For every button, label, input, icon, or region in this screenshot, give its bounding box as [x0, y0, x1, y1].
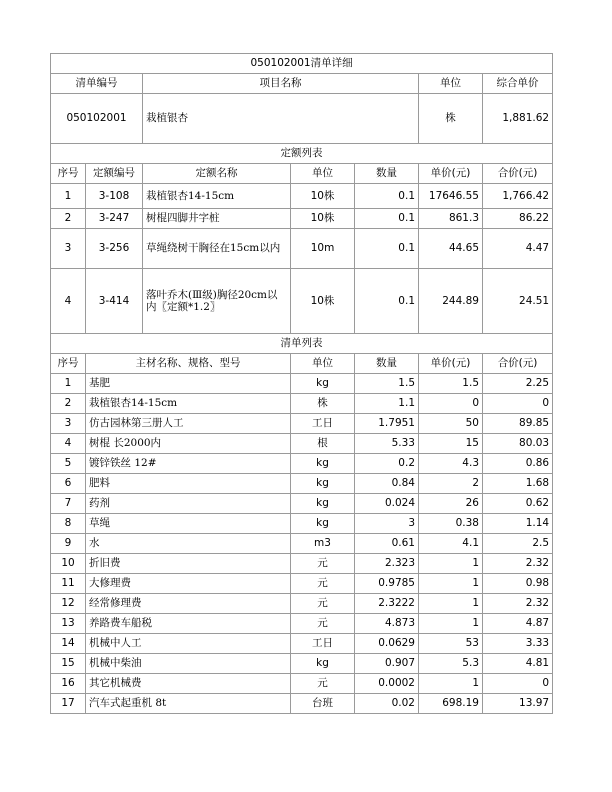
material-total: 2.32	[483, 594, 553, 614]
item-price: 1,881.62	[483, 94, 553, 144]
item-unit-header: 单位	[419, 74, 483, 94]
quota-name-header: 定额名称	[143, 164, 291, 184]
material-unit: 元	[291, 594, 355, 614]
material-price: 50	[419, 414, 483, 434]
material-total: 2.25	[483, 374, 553, 394]
material-qty-header: 数量	[355, 354, 419, 374]
quota-code: 3-247	[86, 209, 143, 229]
quota-total: 86.22	[483, 209, 553, 229]
quota-price: 17646.55	[419, 184, 483, 209]
material-row	[51, 534, 553, 554]
quota-qty: 0.1	[355, 209, 419, 229]
material-price: 0	[419, 394, 483, 414]
material-unit: 元	[291, 614, 355, 634]
material-total: 0.98	[483, 574, 553, 594]
quota-code: 3-414	[86, 269, 143, 334]
quota-row	[51, 229, 553, 269]
material-name: 折旧费	[86, 554, 291, 574]
item-name: 栽植银杏	[143, 94, 419, 144]
material-row	[51, 674, 553, 694]
material-qty: 0.024	[355, 494, 419, 514]
material-seq: 16	[51, 674, 86, 694]
material-unit: m3	[291, 534, 355, 554]
material-qty: 1.7951	[355, 414, 419, 434]
quota-row	[51, 269, 553, 334]
quota-total: 4.47	[483, 229, 553, 269]
material-seq: 4	[51, 434, 86, 454]
material-name: 汽车式起重机 8t	[86, 694, 291, 714]
material-price: 1	[419, 574, 483, 594]
material-price: 1	[419, 554, 483, 574]
material-name: 肥料	[86, 474, 291, 494]
material-price: 5.3	[419, 654, 483, 674]
material-price: 26	[419, 494, 483, 514]
material-total: 1.68	[483, 474, 553, 494]
material-name: 基肥	[86, 374, 291, 394]
quota-unit: 10m	[291, 229, 355, 269]
quota-seq-header: 序号	[51, 164, 86, 184]
material-header-row	[51, 354, 553, 374]
quota-name: 草绳绕树干胸径在15cm以内	[143, 229, 291, 269]
material-qty: 4.873	[355, 614, 419, 634]
quota-name: 落叶乔木(Ⅲ级)胸径20cm以内〖定额*1.2〗	[143, 269, 291, 334]
material-section-title: 清单列表	[51, 334, 553, 354]
material-row	[51, 614, 553, 634]
material-qty: 1.5	[355, 374, 419, 394]
material-qty: 2.323	[355, 554, 419, 574]
quota-unit: 10株	[291, 269, 355, 334]
material-row	[51, 634, 553, 654]
material-price: 4.1	[419, 534, 483, 554]
material-section-row	[51, 334, 553, 354]
material-row	[51, 514, 553, 534]
material-row	[51, 454, 553, 474]
material-unit: kg	[291, 494, 355, 514]
quota-qty: 0.1	[355, 269, 419, 334]
material-unit: kg	[291, 654, 355, 674]
quota-code: 3-108	[86, 184, 143, 209]
quota-unit-header: 单位	[291, 164, 355, 184]
quota-total: 24.51	[483, 269, 553, 334]
material-seq: 10	[51, 554, 86, 574]
material-seq-header: 序号	[51, 354, 86, 374]
quota-code: 3-256	[86, 229, 143, 269]
material-row	[51, 394, 553, 414]
material-unit: 工日	[291, 414, 355, 434]
sheet-title: 050102001清单详细	[51, 54, 553, 74]
material-seq: 2	[51, 394, 86, 414]
material-price: 4.3	[419, 454, 483, 474]
material-unit: 根	[291, 434, 355, 454]
material-seq: 15	[51, 654, 86, 674]
material-total: 0.62	[483, 494, 553, 514]
quota-total-header: 合价(元)	[483, 164, 553, 184]
material-seq: 17	[51, 694, 86, 714]
quota-total: 1,766.42	[483, 184, 553, 209]
material-name: 栽植银杏14-15cm	[86, 394, 291, 414]
material-qty: 2.3222	[355, 594, 419, 614]
item-price-header: 综合单价	[483, 74, 553, 94]
material-seq: 7	[51, 494, 86, 514]
material-qty: 0.2	[355, 454, 419, 474]
material-name: 其它机械费	[86, 674, 291, 694]
material-qty: 5.33	[355, 434, 419, 454]
material-name: 树棍 长2000内	[86, 434, 291, 454]
quota-name: 树棍四脚井字桩	[143, 209, 291, 229]
material-row	[51, 554, 553, 574]
quota-seq: 3	[51, 229, 86, 269]
quota-price: 44.65	[419, 229, 483, 269]
material-unit: 元	[291, 674, 355, 694]
quota-price: 244.89	[419, 269, 483, 334]
material-seq: 9	[51, 534, 86, 554]
quota-seq: 2	[51, 209, 86, 229]
quota-row	[51, 184, 553, 209]
material-price: 15	[419, 434, 483, 454]
material-total: 4.87	[483, 614, 553, 634]
material-total: 0.86	[483, 454, 553, 474]
material-total: 2.5	[483, 534, 553, 554]
title-row	[51, 54, 553, 74]
material-total: 2.32	[483, 554, 553, 574]
material-total: 3.33	[483, 634, 553, 654]
quota-seq: 4	[51, 269, 86, 334]
material-seq: 11	[51, 574, 86, 594]
quota-qty: 0.1	[355, 229, 419, 269]
material-unit: kg	[291, 474, 355, 494]
material-price: 53	[419, 634, 483, 654]
quota-header-row	[51, 164, 553, 184]
material-row	[51, 574, 553, 594]
material-unit: 元	[291, 574, 355, 594]
material-name: 仿古园林第三册人工	[86, 414, 291, 434]
material-unit: 工日	[291, 634, 355, 654]
bill-detail-table	[50, 53, 553, 714]
material-total: 89.85	[483, 414, 553, 434]
material-qty: 3	[355, 514, 419, 534]
material-price: 1	[419, 674, 483, 694]
quota-section-title: 定额列表	[51, 144, 553, 164]
material-qty: 0.02	[355, 694, 419, 714]
material-qty: 0.9785	[355, 574, 419, 594]
material-price: 698.19	[419, 694, 483, 714]
material-total: 1.14	[483, 514, 553, 534]
material-qty: 0.0002	[355, 674, 419, 694]
quota-seq: 1	[51, 184, 86, 209]
material-row	[51, 434, 553, 454]
material-name: 草绳	[86, 514, 291, 534]
material-price-header: 单价(元)	[419, 354, 483, 374]
material-seq: 13	[51, 614, 86, 634]
material-price: 2	[419, 474, 483, 494]
material-total: 0	[483, 674, 553, 694]
material-seq: 8	[51, 514, 86, 534]
item-row	[51, 94, 553, 144]
material-row	[51, 414, 553, 434]
material-unit: 元	[291, 554, 355, 574]
material-seq: 12	[51, 594, 86, 614]
material-name: 机械中人工	[86, 634, 291, 654]
material-price: 1	[419, 614, 483, 634]
material-unit: 台班	[291, 694, 355, 714]
item-header-row	[51, 74, 553, 94]
material-price: 1.5	[419, 374, 483, 394]
material-unit: kg	[291, 514, 355, 534]
quota-name: 栽植银杏14-15cm	[143, 184, 291, 209]
material-qty: 0.61	[355, 534, 419, 554]
quota-qty-header: 数量	[355, 164, 419, 184]
material-total: 80.03	[483, 434, 553, 454]
material-name: 经常修理费	[86, 594, 291, 614]
quota-price: 861.3	[419, 209, 483, 229]
material-price: 0.38	[419, 514, 483, 534]
material-qty: 1.1	[355, 394, 419, 414]
quota-price-header: 单价(元)	[419, 164, 483, 184]
item-name-header: 项目名称	[143, 74, 419, 94]
material-row	[51, 654, 553, 674]
item-code: 050102001	[51, 94, 143, 144]
material-seq: 1	[51, 374, 86, 394]
material-price: 1	[419, 594, 483, 614]
material-total: 4.81	[483, 654, 553, 674]
quota-qty: 0.1	[355, 184, 419, 209]
material-total: 0	[483, 394, 553, 414]
material-unit: kg	[291, 374, 355, 394]
quota-code-header: 定额编号	[86, 164, 143, 184]
material-total: 13.97	[483, 694, 553, 714]
material-seq: 6	[51, 474, 86, 494]
material-total-header: 合价(元)	[483, 354, 553, 374]
quota-row	[51, 209, 553, 229]
material-row	[51, 374, 553, 394]
material-row	[51, 594, 553, 614]
quota-unit: 10株	[291, 184, 355, 209]
material-qty: 0.907	[355, 654, 419, 674]
material-unit: kg	[291, 454, 355, 474]
material-name: 养路费车船税	[86, 614, 291, 634]
material-seq: 5	[51, 454, 86, 474]
material-qty: 0.84	[355, 474, 419, 494]
material-name: 镀锌铁丝 12#	[86, 454, 291, 474]
material-row	[51, 494, 553, 514]
material-unit-header: 单位	[291, 354, 355, 374]
material-name: 药剂	[86, 494, 291, 514]
material-row	[51, 474, 553, 494]
item-unit: 株	[419, 94, 483, 144]
material-name: 水	[86, 534, 291, 554]
material-name: 大修理费	[86, 574, 291, 594]
material-name: 机械中柴油	[86, 654, 291, 674]
quota-unit: 10株	[291, 209, 355, 229]
material-name-header: 主材名称、规格、型号	[86, 354, 291, 374]
item-code-header: 清单编号	[51, 74, 143, 94]
quota-section-row	[51, 144, 553, 164]
material-unit: 株	[291, 394, 355, 414]
material-qty: 0.0629	[355, 634, 419, 654]
material-seq: 3	[51, 414, 86, 434]
material-seq: 14	[51, 634, 86, 654]
material-row	[51, 694, 553, 714]
